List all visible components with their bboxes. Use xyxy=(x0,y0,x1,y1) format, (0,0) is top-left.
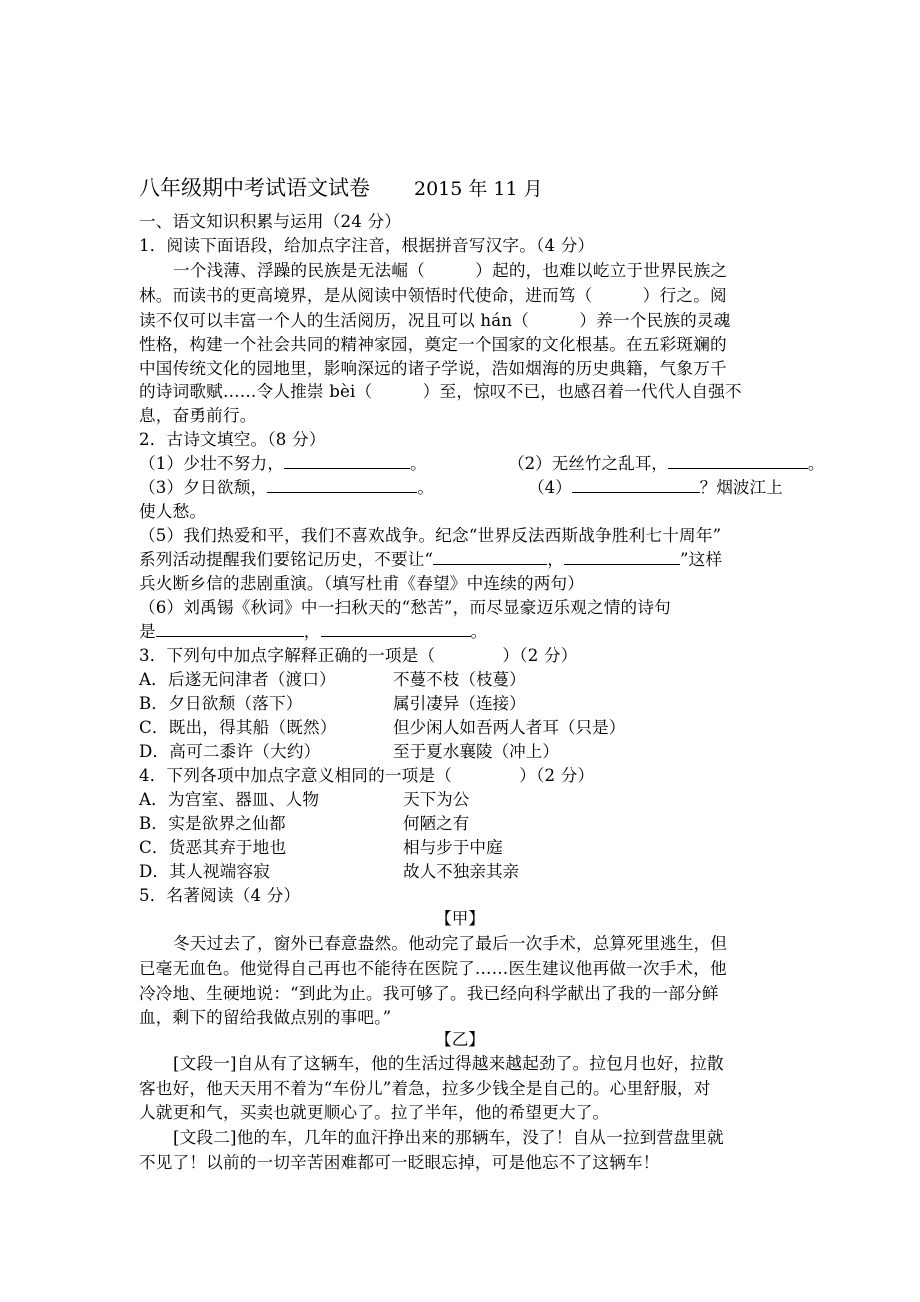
q2-item-6-line: （6）刘禹锡《秋词》中一扫秋天的“愁苦”，而尽显豪迈乐观之情的诗句 xyxy=(139,598,671,617)
answer-blank[interactable] xyxy=(267,476,417,493)
q2-item-1 xyxy=(139,452,427,476)
q1-paragraph-line: 中国传统文化的园地里，影响深远的诸子学说，浩如烟海的历史典籍，气象万千 xyxy=(139,359,727,378)
q2-item-3-label: （3）夕日欲颓， xyxy=(139,478,268,497)
q3-option-c-right: 但少闲人如吾两人者耳（只是） xyxy=(393,718,626,737)
q4-option-a: A．为宫室、器皿、人物 xyxy=(139,790,320,809)
q3-option-d: D．高可二黍许（大约） xyxy=(139,742,321,761)
q2-item-5-comma: ， xyxy=(547,550,564,569)
q1-paragraph-line: 林。而读书的更高境界，是从阅读中领悟时代使命，进而笃（ ）行之。阅 xyxy=(139,286,727,305)
q3-option-a-right: 不蔓不枝（枝蔓） xyxy=(393,670,526,689)
q4-option-b-right: 何陋之有 xyxy=(403,814,470,833)
q2-item-6-line xyxy=(139,620,487,644)
passage-yi-line: [文段二]他的车，几年的血汗挣出来的那辆车，没了！自从一拉到营盘里就 xyxy=(173,1128,724,1147)
answer-blank[interactable] xyxy=(668,452,808,469)
answer-blank[interactable] xyxy=(572,476,700,493)
q2-item-2-label: （2）无丝竹之乱耳， xyxy=(508,454,668,473)
q1-paragraph-line: 息，奋勇前行。 xyxy=(139,406,257,425)
q2-item-5-line xyxy=(139,548,722,572)
q2-item-4 xyxy=(528,476,783,500)
q2-item-6-end: 。 xyxy=(470,622,488,641)
answer-blank[interactable] xyxy=(564,548,680,565)
q2-item-4-end: ？烟波江上 xyxy=(699,478,783,497)
q2-item-2-end: 。 xyxy=(807,454,825,473)
question-3-stem: 3．下列句中加点字解释正确的一项是（ ）（2 分） xyxy=(139,646,578,665)
exam-title xyxy=(139,174,543,203)
q4-option-d-right: 故人不独亲其亲 xyxy=(403,862,520,881)
q4-option-b: B．实是欲界之仙都 xyxy=(139,814,286,833)
q4-option-c: C．货恶其弃于地也 xyxy=(139,838,287,857)
q2-item-2 xyxy=(508,452,825,476)
answer-blank[interactable] xyxy=(284,452,410,469)
question-4-stem: 4．下列各项中加点字意义相同的一项是（ ）（2 分） xyxy=(139,766,595,785)
passage-yi-line: [文段一]自从有了这辆车，他的生活过得越来越起劲了。拉包月也好，拉散 xyxy=(173,1054,724,1073)
question-2-stem: 2．古诗文填空。（8 分） xyxy=(139,430,326,449)
passage-jia-line: 血，剩下的留给我做点别的事吧。” xyxy=(139,1008,392,1027)
q2-item-5-line: 兵火断乡信的悲剧重演。（填写杜甫《春望》中连续的两句） xyxy=(139,574,585,593)
q4-option-a-right: 天下为公 xyxy=(403,790,470,809)
passage-yi-line: 不见了！以前的一切辛苦困难都可一眨眼忘掉，可是他忘不了这辆车！ xyxy=(139,1153,660,1172)
passage-jia-heading: 【甲】 xyxy=(435,909,485,928)
q1-paragraph-line: 读不仅可以丰富一个人的生活阅历，况且可以 hán（ ）养一个民族的灵魂 xyxy=(139,311,731,330)
q2-item-1-end: 。 xyxy=(410,454,427,473)
q2-item-3-end: 。 xyxy=(417,478,435,497)
q3-option-c: C．既出，得其船（既然） xyxy=(139,718,337,737)
q2-item-3 xyxy=(139,476,434,500)
q1-paragraph-line: 的诗词歌赋……令人推崇 bèi（ ）至，惊叹不已，也感召着一代代人自强不 xyxy=(139,382,742,401)
answer-blank[interactable] xyxy=(321,620,471,637)
q3-option-d-right: 至于夏水襄陵（冲上） xyxy=(393,742,559,761)
passage-yi-line: 人就更和气，买卖也就更顺心了。拉了半年，他的希望更大了。 xyxy=(139,1103,610,1122)
exam-date: 2015 年 11 月 xyxy=(414,178,543,200)
q2-item-5-line: （5）我们热爱和平，我们不喜欢战争。纪念“世界反法西斯战争胜利七十周年” xyxy=(139,526,722,545)
q2-item-1-label: （1）少壮不努力， xyxy=(139,454,285,473)
section-heading: 一、语文知识积累与运用（24 分） xyxy=(139,212,402,231)
q2-item-6-comma: ， xyxy=(303,622,321,641)
passage-jia-line: 冷冷地、生硬地说：“到此为止。我可够了。我已经向科学献出了我的一部分鲜 xyxy=(139,984,719,1003)
passage-jia-line: 冬天过去了，窗外已春意盎然。他动完了最后一次手术，总算死里逃生，但 xyxy=(173,934,728,953)
q1-paragraph-line: 性格，构建一个社会共同的精神家园，奠定一个国家的文化根基。在五彩斑斓的 xyxy=(139,335,727,354)
q1-paragraph-line: 一个浅薄、浮躁的民族是无法崛（ ）起的，也难以屹立于世界民族之 xyxy=(173,261,728,280)
exam-title-text: 八年级期中考试语文试卷 xyxy=(139,176,370,200)
answer-blank[interactable] xyxy=(433,548,547,565)
passage-yi-heading: 【乙】 xyxy=(435,1030,485,1049)
q3-option-b-right: 属引凄异（连接） xyxy=(393,694,526,713)
answer-blank[interactable] xyxy=(156,620,304,637)
q4-option-d: D．其人视端容寂 xyxy=(139,862,271,881)
q2-item-6-text: 是 xyxy=(139,622,156,641)
q3-option-b: B．夕日欲颓（落下） xyxy=(139,694,303,713)
q2-item-5-text-end: ”这样 xyxy=(679,550,723,569)
question-5-stem: 5．名著阅读（4 分） xyxy=(139,886,301,905)
question-1-stem: 1．阅读下面语段，给加点字注音，根据拼音写汉字。（4 分） xyxy=(139,236,595,255)
q2-item-4-label: （4） xyxy=(528,478,572,497)
q2-item-5-text: 系列活动提醒我们要铭记历史，不要让“ xyxy=(139,550,434,569)
q4-option-c-right: 相与步于中庭 xyxy=(403,838,503,857)
passage-yi-line: 客也好，他天天用不着为“车份儿”着急，拉多少钱全是自己的。心里舒服，对 xyxy=(139,1079,711,1098)
q2-item-4-continuation: 使人愁。 xyxy=(139,502,207,521)
passage-jia-line: 已毫无血色。他觉得自己再也不能待在医院了……医生建议他再做一次手术，他 xyxy=(139,959,727,978)
q3-option-a: A．后遂无问津者（渡口） xyxy=(139,670,336,689)
